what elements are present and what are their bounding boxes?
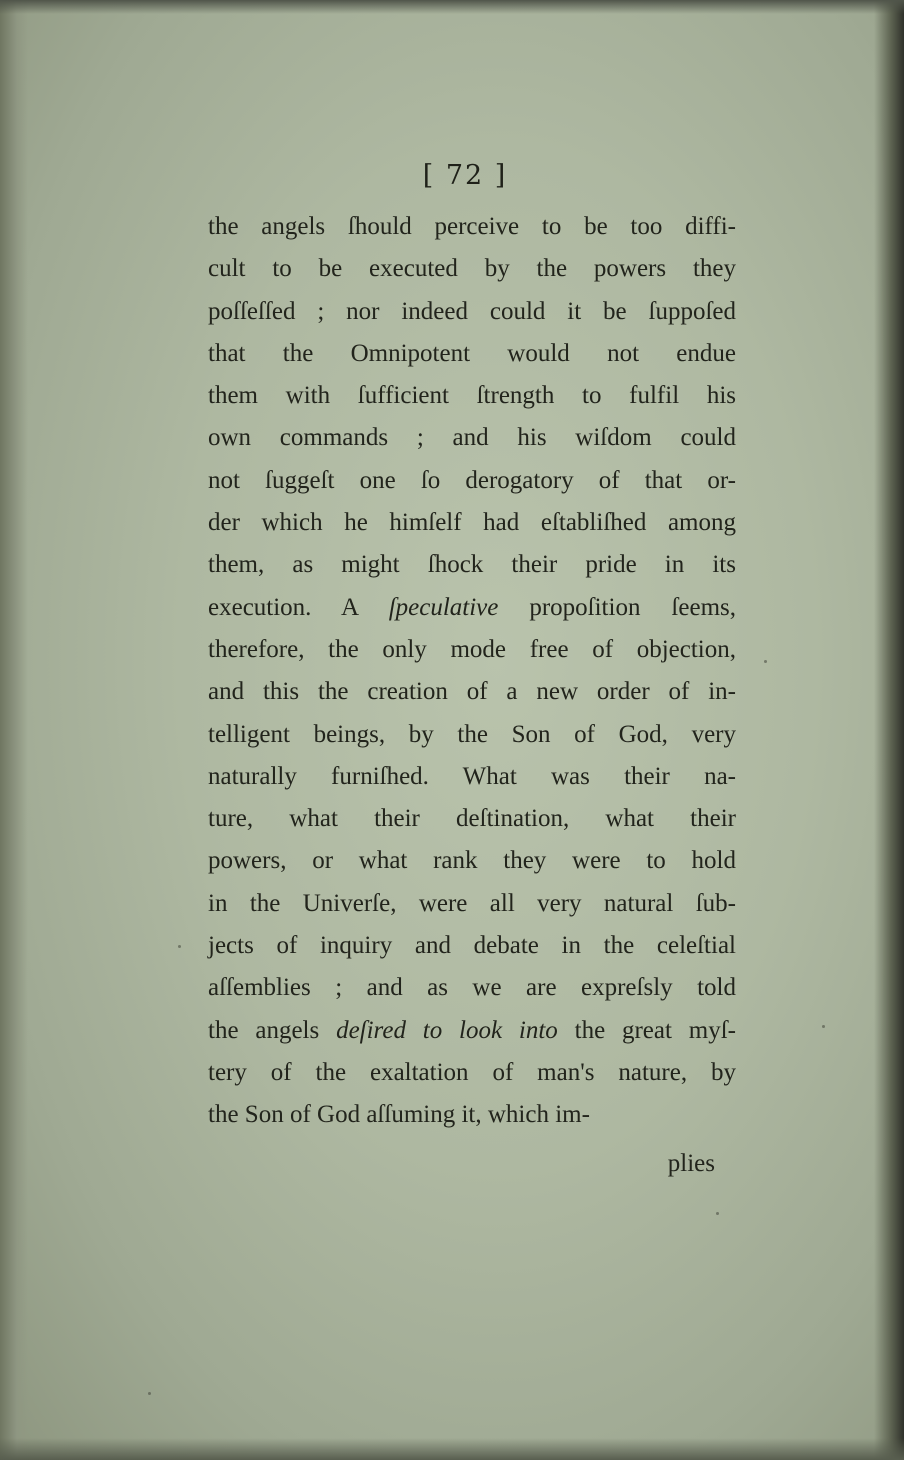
text-line bbox=[208, 587, 736, 629]
text-segment: the Son of God aſſuming it, which im- bbox=[208, 1101, 590, 1129]
italic-text-segment: deſired to look into bbox=[336, 1016, 558, 1044]
paper-speck bbox=[148, 1392, 151, 1395]
body-text bbox=[208, 206, 736, 1137]
text-line bbox=[208, 798, 736, 840]
text-line bbox=[208, 756, 736, 798]
page-top-edge-shadow bbox=[0, 0, 904, 14]
text-line bbox=[208, 502, 736, 544]
text-segment: therefore, the only mode free of objection, bbox=[208, 635, 736, 663]
text-segment: poſſeſſed ; nor indeed could it be ſuppoſed bbox=[208, 297, 736, 325]
text-line bbox=[208, 714, 736, 756]
text-line bbox=[208, 840, 736, 882]
text-line bbox=[208, 206, 736, 248]
text-line bbox=[208, 333, 736, 375]
text-segment: the angels ſhould perceive to be too diffi- bbox=[208, 213, 736, 240]
text-segment: own commands ; and his wiſdom could bbox=[208, 424, 736, 452]
text-segment: that the Omnipotent would not endue bbox=[208, 339, 736, 367]
text-segment: der which he himſelf had eſtabliſhed among bbox=[208, 509, 736, 537]
text-line bbox=[208, 967, 736, 1009]
text-segment: in the Univerſe, were all very natural ſub- bbox=[208, 889, 736, 917]
paper-speck bbox=[716, 1212, 719, 1215]
text-segment: them, as might ſhock their pride in its bbox=[208, 551, 736, 579]
text-segment: jects of inquiry and debate in the celeſtial bbox=[208, 932, 736, 960]
paper-speck bbox=[178, 945, 181, 948]
text-line bbox=[208, 248, 736, 290]
text-line bbox=[208, 291, 736, 333]
text-line bbox=[208, 544, 736, 586]
text-segment: propoſition ſeems, bbox=[498, 593, 736, 621]
text-line bbox=[208, 925, 736, 967]
text-line bbox=[208, 883, 736, 925]
text-line bbox=[208, 460, 736, 502]
text-line bbox=[208, 1094, 736, 1136]
text-segment: ture, what their deſtination, what their bbox=[208, 805, 736, 833]
text-segment: execution. A bbox=[208, 593, 389, 621]
text-line bbox=[208, 629, 736, 671]
text-line bbox=[208, 417, 736, 459]
text-segment: the great myſ- bbox=[557, 1016, 736, 1044]
paper-speck bbox=[764, 660, 767, 663]
text-segment: cult to be executed by the powers they bbox=[208, 255, 736, 283]
text-segment: and this the creation of a new order of in- bbox=[208, 678, 736, 706]
page-number: [ 72 ] bbox=[422, 160, 508, 191]
text-segment: them with ſufficient ſtrength to fulfil his bbox=[208, 382, 736, 410]
paper-speck bbox=[822, 1025, 825, 1028]
page-bottom-edge-shadow bbox=[0, 1438, 904, 1460]
text-line bbox=[208, 375, 736, 417]
text-segment: telligent beings, by the Son of God, very bbox=[208, 720, 736, 748]
text-segment: not ſuggeſt one ſo derogatory of that or- bbox=[208, 466, 736, 494]
catchword: plies bbox=[667, 1150, 715, 1177]
italic-text-segment: ſpeculative bbox=[388, 593, 499, 621]
text-segment: powers, or what rank they were to hold bbox=[208, 847, 736, 875]
page-left-edge-shadow bbox=[0, 0, 28, 1460]
text-segment: aſſemblies ; and as we are expreſsly told bbox=[208, 974, 736, 1002]
text-segment: the angels bbox=[208, 1016, 337, 1044]
text-line bbox=[208, 1010, 736, 1052]
text-line bbox=[208, 671, 736, 713]
page-right-edge-shadow bbox=[874, 0, 904, 1460]
text-line bbox=[208, 1052, 736, 1094]
text-segment: tery of the exaltation of man's nature, by bbox=[208, 1058, 736, 1086]
text-segment: naturally furniſhed. What was their na- bbox=[208, 762, 736, 790]
